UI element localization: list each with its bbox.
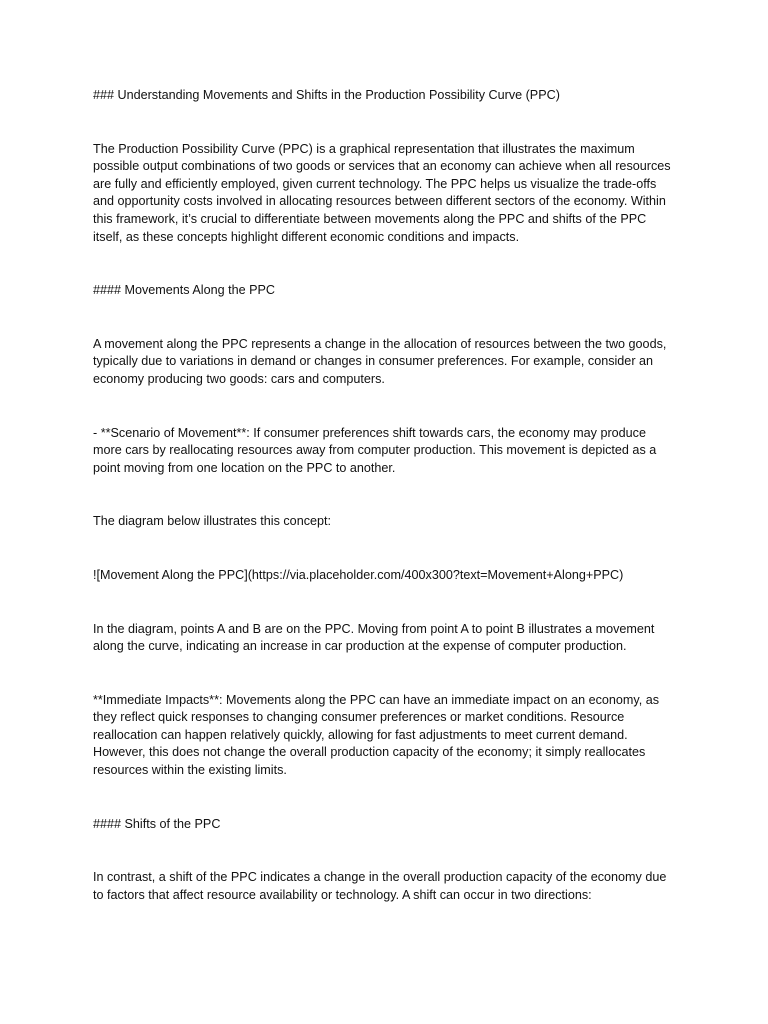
section-heading-shifts: #### Shifts of the PPC xyxy=(93,816,221,831)
movement-paragraph: A movement along the PPC represents a change in the allocation of resources between the two goods, typically due to variations in demand or changes in consumer preferences. For example, consider an economy producing two goods: cars and computers. xyxy=(93,336,667,386)
section-heading-movements: #### Movements Along the PPC xyxy=(93,283,276,298)
shifts-paragraph: In contrast, a shift of the PPC indicates a change in the overall production capacity of the economy due to factors that affect resource availability or technology. A shift can occur in two directions: xyxy=(93,870,667,902)
intro-paragraph: The Production Possibility Curve (PPC) is a graphical representation that illustrates the maximum possible output combinations of two goods or services that an economy can achieve when all resources are fully and efficiently employed, given current technology. The PPC helps us visualize the trade-offs and opportunity costs involved in allocating resources between different sectors of the economy. Within this framework, it’s crucial to differentiate between movements along the PPC and shifts of the PPC itself, as these concepts highlight different economic conditions and impacts. xyxy=(93,141,671,244)
diagram-explanation: In the diagram, points A and B are on the PPC. Moving from point A to point B illustrates a movement along the curve, indicating an increase in car production at the expense of computer production. xyxy=(93,621,655,654)
document-heading: ### Understanding Movements and Shifts in the Production Possibility Curve (PPC) xyxy=(93,88,560,102)
image-markdown-link: ![Movement Along the PPC](https://via.placeholder.com/400x300?text=Movement+Along+PPC) xyxy=(93,567,624,582)
diagram-intro: The diagram below illustrates this concept: xyxy=(93,514,331,529)
scenario-bullet: - **Scenario of Movement**: If consumer preferences shift towards cars, the economy may produce more cars by reallocating resources away from computer production. This movement is depicted as a point moving from one location on the PPC to another. xyxy=(93,425,657,475)
immediate-impacts-paragraph: **Immediate Impacts**: Movements along the PPC can have an immediate impact on an economy, as they reflect quick responses to changing consumer preferences or market conditions. Resource reallocation can happen relatively quickly, allowing for fast adjustments to meet current demand. However, this does not change the overall production capacity of the economy; it simply reallocates resources within the existing limits. xyxy=(93,692,660,778)
